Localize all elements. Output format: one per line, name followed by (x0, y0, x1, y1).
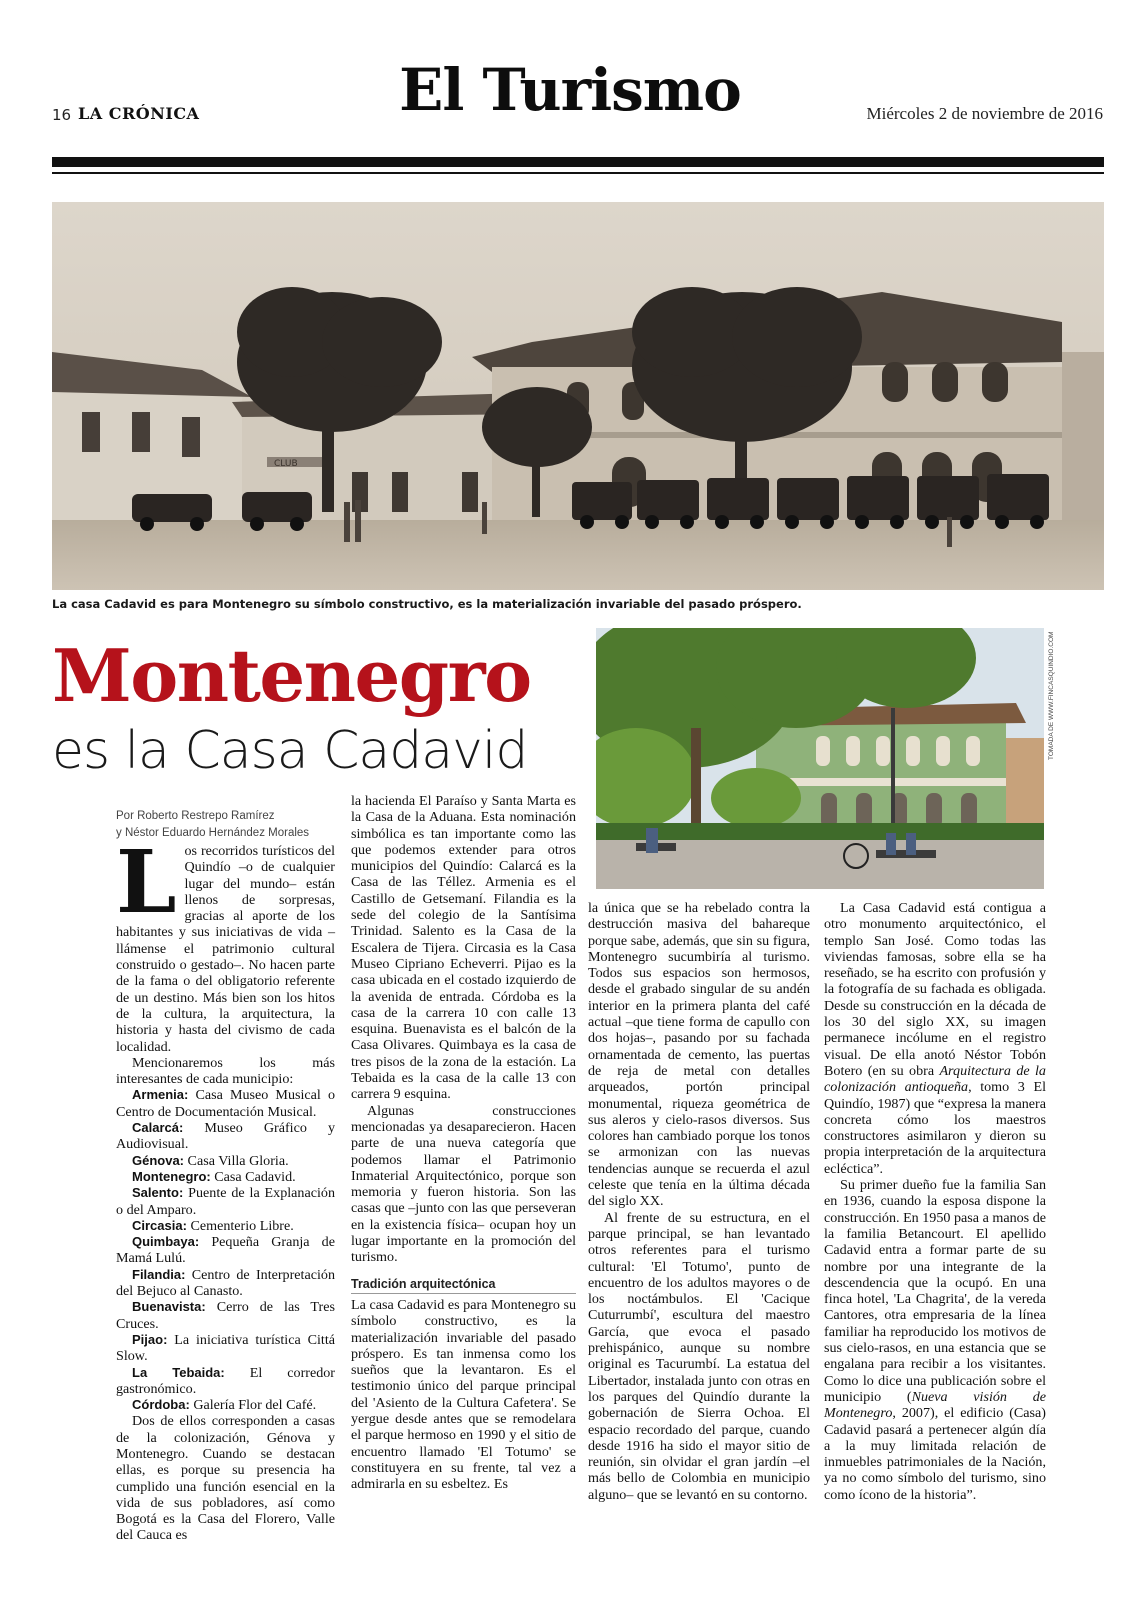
municipio-text: Pequeña Granja de Mamá Lulú. (116, 1234, 335, 1267)
municipio-text: Museo Gráfico y Audiovisual. (116, 1120, 335, 1153)
municipio-item (116, 1087, 335, 1120)
club-sign-text: CLUB (274, 459, 298, 469)
municipio-name: Génova: (132, 1152, 185, 1168)
article-column-3 (588, 900, 810, 1503)
article-paragraph: la única que se ha rebelado contra la destrucción masiva del bahareque porque sabe, además, que sin su figura, Montenegro sucumbiría al turismo. Todos sus espacios son hermosos, desde el grabado singular de su andén interior en la primera planta del café actual –que tiene forma de capullo con dos hojas–, pasando por su fachada ornamentada de cemento, las puertas de reja de metal con detalles arqueados, portón principal monumental, riqueza geométrica de sus aleros y cielo-rasos diversos. Sus colores han cambiado porque los tonos se armonizan con las nuevas tendencias aunque se recuerda el azul celeste que tenía en la última década del siglo XX. (588, 900, 810, 1210)
municipio-list (116, 1087, 335, 1413)
article-paragraph: Mencionaremos los más interesantes de cada municipio: (116, 1054, 335, 1088)
article-paragraph: Algunas construcciones mencionadas ya desaparecieron. Hacen parte de una nueva categoría que podemos llamar el Patrimonio Inmaterial Arquitectónico, porque son memoria y fueron historia. Son las casas que –junto con las que perseveran en la existencia física– ocupan hoy un lugar importante en la promoción del turismo. (351, 1102, 576, 1266)
municipio-item (116, 1299, 335, 1332)
municipio-text: La iniciativa turística Cittá Slow. (116, 1331, 335, 1365)
municipio-item (116, 1234, 335, 1267)
municipio-item (116, 1120, 335, 1153)
municipio-name: Pijao: (132, 1331, 168, 1347)
municipio-text: Galería Flor del Café. (193, 1397, 317, 1414)
historic-photo-casa-cadavid (52, 202, 1104, 590)
municipio-text: Casa Cadavid. (214, 1168, 296, 1185)
article-paragraph: La casa Cadavid es para Montenegro su símbolo constructivo, es la materialización invariable del pasado próspero. Es tan inmensa como los sueños que la levantaron. Es el testimonio único del parque principal del 'Asiento de la Cultura Cafetera'. Se yergue desde antes que se remodelara el parque hermoso en 1990 y el sitio de encuentro llamado 'El Totumo' se constituyera en su frente, tal vez a admirarla en su esbeltez. Es (351, 1296, 576, 1493)
municipio-text: El corredor gastronómico. (116, 1364, 335, 1397)
municipio-item (116, 1153, 335, 1169)
article-paragraph: Al frente de su estructura, en el parque principal, se han levantado otros referentes para el turismo cultural: 'El Totumo', punto de encuentro de los adultos mayores o de los noctámbulos. El 'Cacique Cuturrumbí', escultura del maestro García, que evoca el pasado prehispánico, aunque su nombre original es Tacurumbí. La estatua del Libertador, instalada junto con otras en los parques del Quindío durante la gobernación de Sierra Ochoa. El espacio recordado del parque, cuando desde 1916 ha sido el mayor sitio de reunión, sin olvidar el gran jardín –el más bello de Colombia en municipio alguno– que se levantó en su contorno. (588, 1209, 810, 1503)
municipio-name: Calarcá: (132, 1120, 184, 1136)
publication-date: Miércoles 2 de noviembre de 2016 (866, 104, 1103, 123)
photo-credit: TOMADA DE WWW.FINCASQUINDIO.COM (1048, 631, 1055, 760)
article-paragraph: Los recorridos turísticos del Quindío –o de cualquier lugar del mundo– están llenos de sorpresas, gracias al aporte de los habitantes y sus iniciativas de vida –llámense el patrimonio cultural construido o gestado–. No hacen parte de la fama o del obligatorio referente de un destino. Más bien son los hitos de la cultura, la arquitectura, la historia y hasta del civismo de cada localidad. (116, 832, 335, 1055)
byline-author-1: Por Roberto Restrepo Ramírez (116, 810, 275, 822)
section-title: El Turismo (399, 56, 741, 124)
municipio-text: Casa Museo Musical o Centro de Documentación Musical. (116, 1087, 335, 1120)
municipio-name: Circasia: (132, 1217, 187, 1233)
municipio-item (116, 1185, 335, 1218)
municipio-item (116, 1397, 335, 1413)
article-column-4 (824, 900, 1046, 1503)
municipio-name: Salento: (132, 1185, 184, 1201)
municipio-item (116, 1218, 335, 1234)
color-photo-casa-cadavid-plaza (596, 628, 1044, 889)
municipio-item (116, 1267, 335, 1300)
header-rule-thin (52, 172, 1104, 174)
article-paragraph: Su primer dueño fue la familia San en 1936, cuando la esposa dispone la construcción. En 1950 pasa a manos de la familia Betancourt. El apellido Cadavid entra a formar parte de su nombre por una integrante de la descendencia que la ocupó. En una finca hotel, 'La Chagrita', de la vereda Cantores, otra empresaria de la línea familiar ha reproducido los motivos de sus cielo-rasos, en una estancia que se engalana para recibir a los visitantes. Como lo dice una publicación sobre el municipio (Nueva visión de Montenegro, 2007), el edificio (Casa) Cadavid pasará a pertenecer algún día a la muy limitada relación de inmuebles patrimoniales de la Nación, ya no como símbolo del turismo, sino como ícono de la historia”. (824, 1177, 1046, 1503)
article-paragraph: la hacienda El Paraíso y Santa Marta es la Casa de la Aduana. Esta nominación simbólica es tan importante como las que podemos extender para otros municipios del Quindío: Calarcá es la Casa de las Téllez. Armenia es el Castillo de Getsemaní. Filandia es la sede del colegio de la Santísima Trinidad. Salento es la Casa de la Escalera de Tijera. Circasia es la Casa Museo Cipriano Echeverri. Pijao es la casa ubicada en el costado izquierdo de la avenida de entrada. Córdoba es la casa de la carrera 10 con calle 13 esquina. Buenavista es el balcón de la Casa Olivares. Quimbaya es la casa de tres pisos de la zona de la estación. La Tebaida es la casa de la calle 13 con carrera 9 esquina. (351, 793, 576, 1103)
municipio-item (116, 1169, 335, 1185)
main-photo-caption: La casa Cadavid es para Montenegro su símbolo constructivo, es la materialización invariable del pasado próspero. (52, 597, 802, 611)
municipio-text: Puente de la Explanación o del Amparo. (116, 1185, 335, 1218)
article-column-2 (351, 793, 576, 1492)
page-number: 16 (52, 106, 72, 124)
municipio-name: Armenia: (132, 1087, 189, 1103)
municipio-name: Montenegro: (132, 1168, 211, 1184)
municipio-text: Centro de Interpretación del Bejuco al Canasto. (116, 1266, 335, 1300)
drop-cap: L (116, 832, 177, 933)
municipio-name: Córdoba: (132, 1397, 190, 1413)
subheading-tradicion: Tradición arquitectónica (351, 1276, 576, 1294)
byline-author-2: y Néstor Eduardo Hernández Morales (116, 827, 310, 839)
municipio-text: Cerro de las Tres Cruces. (116, 1299, 335, 1332)
municipio-text: Cementerio Libre. (190, 1217, 294, 1234)
municipio-name: Quimbaya: (132, 1234, 200, 1250)
headline-secondary: es la Casa Cadavid (52, 721, 528, 781)
municipio-item (116, 1332, 335, 1365)
newspaper-name: LA CRÓNICA (78, 104, 200, 123)
headline-main: Montenegro (52, 633, 531, 718)
article-paragraph: La Casa Cadavid está contigua a otro monumento arquitectónico, el templo San José. Como todas las viviendas famosas, sobre ella se ha reseñado, se ha escrito con profusión y la fotografía de su fachada es obligada. Desde su construcción en la década de los 30 del siglo XX, su imagen permanece incólume en el registro visual. De ella anotó Néstor Tobón Botero (en su obra Arquitectura de la colonización antioqueña, tomo 3 El Quindío, 1987) que “expresa la manera concreta cómo los maestros constructores asimilaron y dieron su propia interpretación de la arquitectura ecléctica”. (824, 900, 1046, 1177)
header-rule-thick (52, 157, 1104, 167)
municipio-item (116, 1365, 335, 1398)
municipio-name: Buenavista: (132, 1299, 206, 1315)
municipio-text: Casa Villa Gloria. (187, 1152, 289, 1169)
municipio-name: La Tebaida: (132, 1364, 225, 1380)
municipio-name: Filandia: (132, 1266, 186, 1282)
article-paragraph: Dos de ellos corresponden a casas de la colonización, Génova y Montenegro. Cuando se destacan ellas, es porque su presencia ha cumplido una función esencial en la vida de sus pobladores, así como Bogotá es la Casa del Florero, Valle del Cauca es (116, 1413, 335, 1544)
